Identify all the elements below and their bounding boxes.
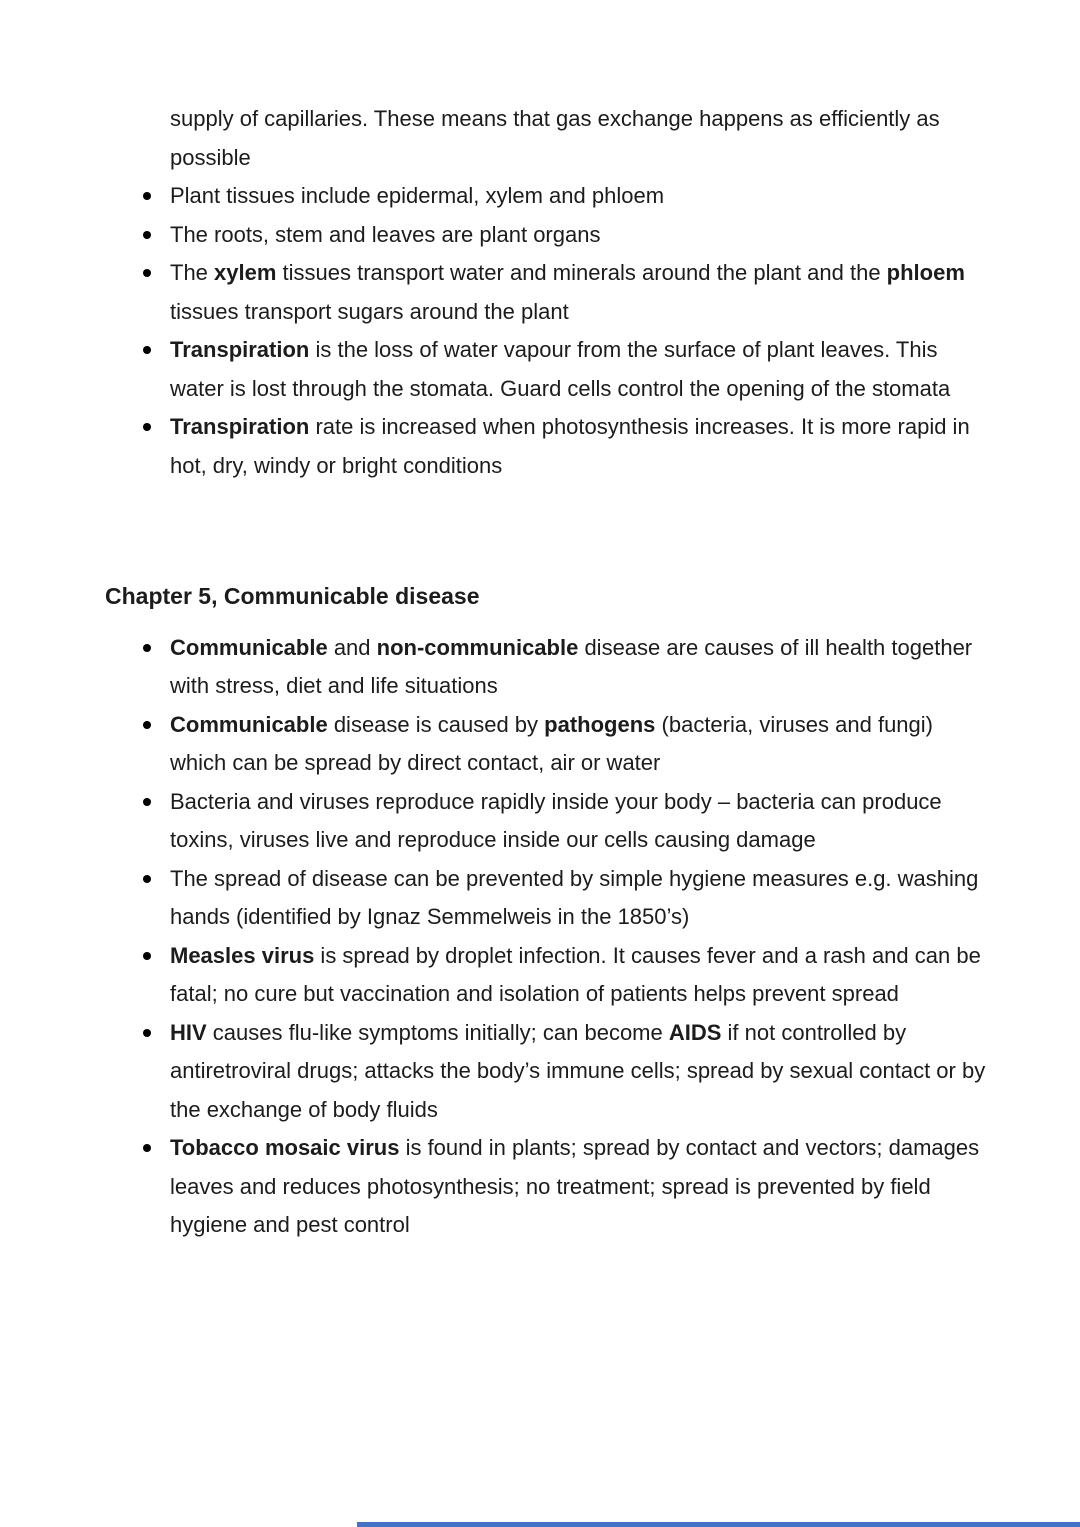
bullet-text: The spread of disease can be prevented by simple hygiene measures e.g. washing hands (identified by Ignaz Semmelweis in the 1850’s) [170,865,979,929]
bullet-text: tissues transport water and minerals around the plant and the [276,260,887,285]
bullet-text: disease is caused by [327,711,545,737]
sections-container [105,177,992,1245]
section [105,577,992,1245]
bullet-text-bold: Communicable [170,634,328,660]
bullet-item [105,706,992,783]
bullet-item [105,254,992,331]
bullet-text-bold: Tobacco mosaic virus [170,1135,400,1160]
bullet-text: (bacteria, viruses and fungi) which can be spread by direct contact, air or water [170,711,933,775]
bullet-text-bold: AIDS [668,1019,722,1045]
bullet-text-bold: phloem [886,260,965,285]
bullet-text: causes flu-like symptoms initially; can become [206,1019,669,1045]
bullet-item [105,860,992,937]
bullet-text: disease are causes of ill health together with stress, diet and life situations [170,634,973,698]
section-heading: Chapter 5, Communicable disease [105,583,480,609]
bullet-text: rate is increased when photosynthesis increases. It is more rapid in hot, dry, windy or bright conditions [170,414,970,478]
bullet-text: tissues transport sugars around the plant [170,298,569,324]
bullet-text: is found in plants; spread by contact and vectors; damages leaves and reduces photosynthesis; no treatment; spread is prevented by field hygiene and pest control [170,1135,980,1237]
bullet-text: Bacteria and viruses reproduce rapidly inside your body – bacteria can produce toxins, viruses live and reproduce inside our cells causing damage [170,788,942,852]
bullet-text-bold: Transpiration [170,414,310,439]
bullet-text: is the loss of water vapour from the surface of plant leaves. This water is lost through the stomata. Guard cells control the opening of the stomata [170,337,951,401]
bullet-text-bold: non-communicable [376,634,579,660]
bullet-item [105,629,992,706]
continuation-paragraph: supply of capillaries. These means that gas exchange happens as efficiently as possible [170,106,940,170]
bullet-list [105,629,992,1245]
bullet-text: and [327,634,377,660]
bullet-text-bold: Measles virus [170,942,315,968]
bullet-item [105,177,992,216]
bullet-item [105,216,992,255]
next-page-top-rule [357,1522,1080,1527]
bullet-text-bold: Transpiration [170,337,310,362]
bullet-text-bold: HIV [170,1019,207,1045]
bullet-text-bold: pathogens [544,711,656,737]
bullet-text: The [170,260,215,285]
bullet-item [105,1129,992,1245]
bullet-item [105,1014,992,1130]
bullet-text-bold: Communicable [170,711,328,737]
bullet-item [105,783,992,860]
bullet-list [105,177,992,485]
bullet-item [105,937,992,1014]
bullet-text: if not controlled by antiretroviral drugs; attacks the body’s immune cells; spread by sexual contact or by the exchange of body fluids [170,1019,986,1122]
bullet-text: is spread by droplet infection. It causes fever and a rash and can be fatal; no cure but vaccination and isolation of patients helps prevent spread [170,942,981,1006]
bullet-text-bold: xylem [214,260,277,285]
bullet-text: The roots, stem and leaves are plant organs [170,221,601,247]
bullet-item [105,331,992,408]
section [105,177,992,485]
bullet-item [105,408,992,485]
bullet-text: Plant tissues include epidermal, xylem and phloem [170,183,665,208]
